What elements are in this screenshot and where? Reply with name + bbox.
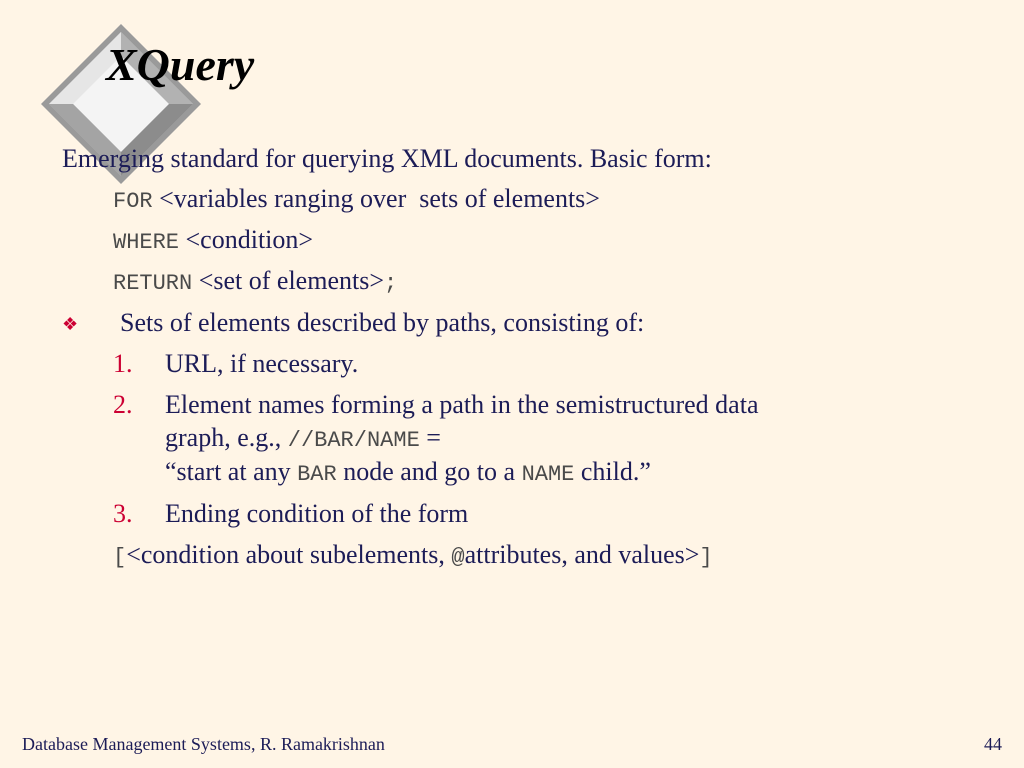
condition-form [113, 542, 713, 569]
condition-text-a: <condition about subelements, [126, 540, 445, 569]
for-clause-text: <variables ranging over sets of elements> [159, 184, 600, 213]
list-item-number: 2. [113, 390, 133, 419]
path-example-prefix: graph, e.g., [165, 423, 282, 452]
path-example-equals: = [426, 423, 441, 452]
diamond-bullet-icon: ❖ [62, 314, 79, 334]
return-keyword: RETURN [113, 271, 193, 296]
where-keyword: WHERE [113, 230, 180, 255]
return-clause [113, 268, 397, 295]
condition-open-bracket: [ [113, 545, 127, 570]
list-item-number: 1. [113, 349, 133, 378]
path-explain-a: “start at any [165, 457, 291, 486]
return-semicolon: ; [384, 271, 398, 296]
footer-source: Database Management Systems, R. Ramakrishnan [22, 734, 385, 754]
return-clause-text: <set of elements> [198, 266, 384, 295]
page-number: 44 [984, 734, 1002, 754]
intro-text: Emerging standard for querying XML documents. Basic form: [62, 144, 712, 173]
path-explain-b: node and go to a [343, 457, 516, 486]
list-item-text-line3 [165, 459, 651, 486]
path-explain-bar-code: BAR [297, 462, 337, 487]
list-item-text: URL, if necessary. [165, 349, 359, 378]
slide-title: XQuery [106, 39, 255, 90]
for-clause [113, 186, 600, 213]
condition-text-b: attributes, and values> [464, 540, 700, 569]
condition-at-symbol: @ [451, 545, 465, 570]
list-item-text-line2 [165, 425, 441, 452]
path-explain-c: child.” [580, 457, 651, 486]
bullet-text: Sets of elements described by paths, consisting of: [120, 308, 645, 337]
path-example-code: //BAR/NAME [287, 428, 420, 453]
for-keyword: FOR [113, 189, 153, 214]
condition-close-bracket: ] [699, 545, 713, 570]
list-item-text: Ending condition of the form [165, 499, 469, 528]
where-clause [113, 227, 313, 254]
list-item-number: 3. [113, 499, 133, 528]
list-item-text: Element names forming a path in the semistructured data [165, 390, 759, 419]
path-explain-name-code: NAME [521, 462, 575, 487]
where-clause-text: <condition> [185, 225, 314, 254]
